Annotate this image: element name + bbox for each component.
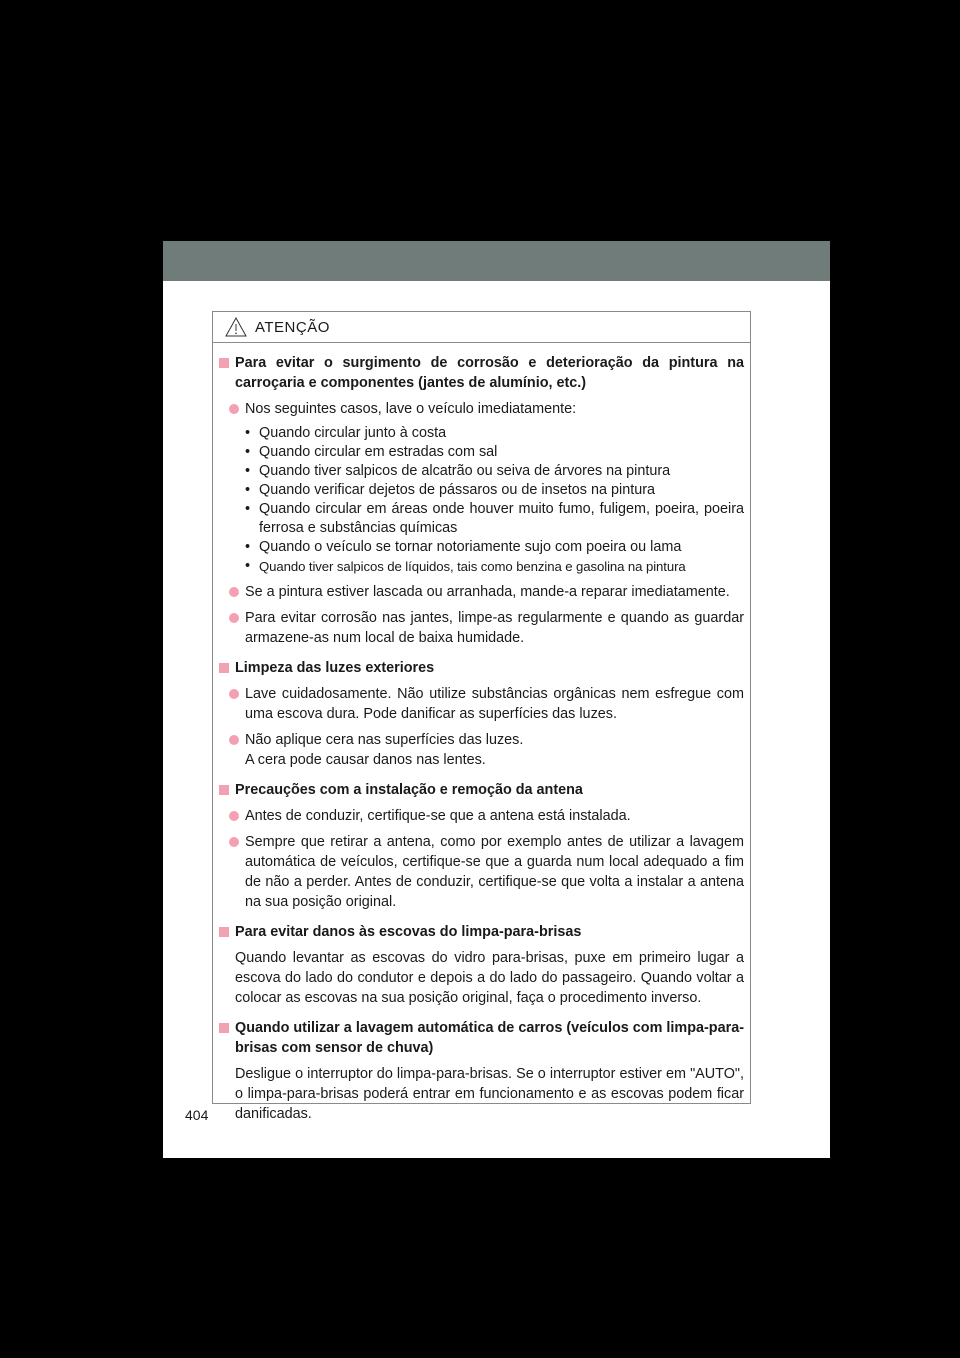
sub-bullet-item: • Quando verificar dejetos de pássaros ou de insetos na pintura [245,482,655,498]
list-item: Para evitar corrosão nas jantes, limpe-as regularmente e quando as guardar armazene-as num local de baixa humidade. [219,608,744,648]
section-lights [219,658,744,770]
section-title: Precauções com a instalação e remoção da antena [219,780,744,800]
manual-page [163,241,830,1158]
section-title: Para evitar o surgimento de corrosão e deterioração da pintura na carroçaria e componentes (jantes de alumínio, etc.) [219,353,744,393]
page-number: 404 [185,1107,209,1123]
list-item: Sempre que retirar a antena, como por exemplo antes de utilizar a lavagem automática de veículos, certifique-se que a guarda num local adequado a fim de não a perder. Antes de conduzir, certifique-se que volta a instalar a antena na sua posição original. [219,832,744,912]
list-item: Não aplique cera nas superfícies das luzes. A cera pode causar danos nas lentes. [219,730,744,770]
section-paragraph: Desligue o interruptor do limpa-para-brisas. Se o interruptor estiver em "AUTO", o limpa-para-brisas poderá entrar em funcionamento e as escovas podem ficar danificadas. [235,1066,744,1122]
warning-triangle-icon [225,317,247,337]
section-title: Quando utilizar a lavagem automática de carros (veículos com limpa-para-brisas com sensor de chuva) [219,1018,744,1058]
sub-bullet-item: • Quando circular em áreas onde houver muito fumo, fuligem, poeira, poeira ferrosa e substâncias químicas [245,501,744,536]
warning-content [213,343,750,1124]
sub-bullet-item: • Quando circular junto à costa [245,425,447,441]
warning-header [213,312,750,343]
sub-bullet-item: • Quando o veículo se tornar notoriamente sujo com poeira ou lama [245,539,682,555]
circle-bullet-icon [229,613,239,623]
section-car-wash [219,1018,744,1124]
sub-bullet-item: • Quando tiver salpicos de alcatrão ou seiva de árvores na pintura [245,463,671,479]
section-wiper-blades [219,922,744,1008]
square-bullet-icon [219,785,229,795]
circle-bullet-icon [229,587,239,597]
list-item: Nos seguintes casos, lave o veículo imediatamente: [219,399,744,419]
section-title: Para evitar danos às escovas do limpa-para-brisas [219,922,744,942]
circle-bullet-icon [229,689,239,699]
circle-bullet-icon [229,837,239,847]
circle-bullet-icon [229,811,239,821]
list-item: Antes de conduzir, certifique-se que a antena está instalada. [219,806,744,826]
sub-bullet-item: • Quando circular em estradas com sal [245,444,498,460]
list-item: Se a pintura estiver lascada ou arranhada, mande-a reparar imediatamente. [219,582,744,602]
section-paragraph: Quando levantar as escovas do vidro para-brisas, puxe em primeiro lugar a escova do lado do condutor e depois a do lado do passageiro. Quando voltar a colocar as escovas na sua posição original, faça o procedimento inverso. [235,950,744,1006]
sub-bullet-item: • Quando tiver salpicos de líquidos, tais como benzina e gasolina na pintura [245,558,686,574]
section-title: Limpeza das luzes exteriores [219,658,744,678]
section-corrosion [219,353,744,648]
square-bullet-icon [219,927,229,937]
list-item: Lave cuidadosamente. Não utilize substâncias orgânicas nem esfregue com uma escova dura. Pode danificar as superfícies das luzes. [219,684,744,724]
square-bullet-icon [219,663,229,673]
circle-bullet-icon [229,735,239,745]
header-band [163,241,830,283]
square-bullet-icon [219,1023,229,1033]
section-antenna [219,780,744,912]
warning-title: ATENÇÃO [255,318,330,336]
circle-bullet-icon [229,404,239,414]
warning-box [212,311,751,1122]
sub-bullet-list [219,424,744,576]
square-bullet-icon [219,358,229,368]
